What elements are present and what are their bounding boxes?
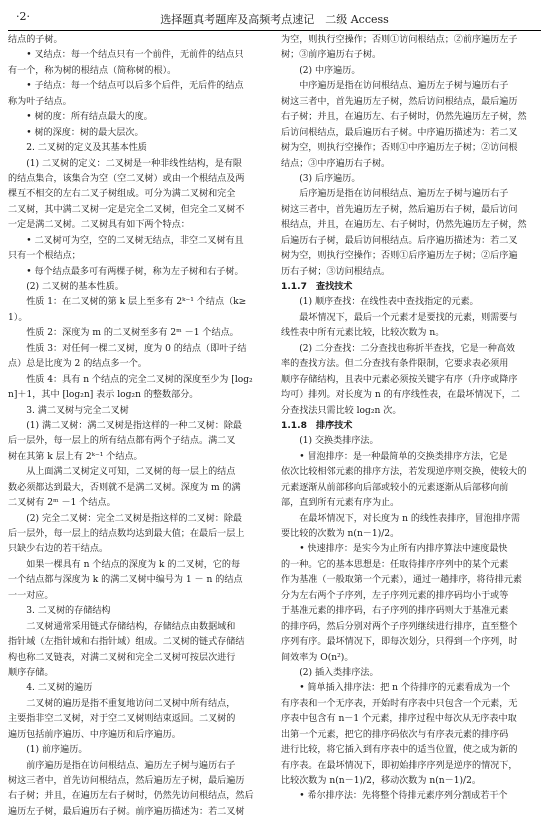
text-line: 性质 1：在二叉树的第 k 层上至多有 2ᵏ⁻¹ 个结点（k≥ bbox=[26, 297, 247, 308]
section-heading: 1.1.7 查找技术 bbox=[281, 282, 353, 292]
text-line: 遍历包括前序遍历、中序遍历和后序遍历。 bbox=[8, 729, 181, 740]
text-line: • 叉结点：每一个结点只有一个前件，无前件的结点只 bbox=[26, 50, 244, 61]
text-line: 树为空，则执行空操作；否则①中序遍历左子树；②访问根 bbox=[281, 143, 518, 154]
text-line: 一一对应。 bbox=[8, 590, 54, 601]
text-line: (2) 中序遍历。 bbox=[299, 65, 361, 76]
text-line: 棵互不相交的左右二叉子树组成。可分为满二叉树和完全 bbox=[8, 189, 236, 200]
text-line: 性质 2：深度为 m 的二叉树至多有 2ᵐ －1 个结点。 bbox=[26, 328, 239, 339]
text-line: 树在其第 k 层上有 2ᵏ⁻¹ 个结点。 bbox=[8, 451, 143, 462]
text-line: 1）。 bbox=[8, 312, 28, 323]
text-line: 树；③前序遍历右子树。 bbox=[281, 50, 382, 61]
text-line: 4. 二叉树的遍历 bbox=[26, 683, 93, 694]
text-line: 均可）排列。对长度为 n 的有序线性表，在最坏情况下，二 bbox=[281, 390, 520, 401]
text-line: 树这三者中，首先遍历左子树，然后访问根结点，最后遍历 bbox=[281, 96, 518, 107]
text-line: • 冒泡排序：是一种最简单的交换类排序方法，它是 bbox=[299, 451, 508, 462]
text-line: 有序表。在最坏情况下，即初始排序序列是逆序的情况下， bbox=[281, 760, 518, 771]
text-line: 右子树；并且，在遍历左右子树时，仍然先访问根结点，然后 bbox=[8, 791, 254, 802]
text-line: 树这三者中，首先遍历左子树，然后遍历右子树，最后访问 bbox=[281, 204, 518, 215]
text-line: 只缺少右边的若干结点。 bbox=[8, 544, 109, 555]
running-header bbox=[8, 8, 541, 31]
text-line: 最坏情况下，最后一个元素才是要找的元素，则需要与 bbox=[299, 312, 518, 323]
text-line: 线性表中所有元素比较，比较次数为 n。 bbox=[281, 328, 445, 339]
text-line: 右子树；并且，在遍历左、右子树时，仍然先遍历左子树，然 bbox=[281, 112, 527, 123]
text-line: 后访问根结点，最后遍历右子树。中序遍历描述为：若二叉 bbox=[281, 127, 518, 138]
text-line: 二叉树通常采用链式存储结构，存储结点由数据域和 bbox=[26, 621, 236, 632]
text-line: 的排序码，然后分别对两个子序列继续进行排序，直至整个 bbox=[281, 621, 518, 632]
text-line: 3. 二叉树的存储结构 bbox=[26, 606, 111, 617]
text-line: 作为基准（一般取第一个元素），通过一趟排序，将待排元素 bbox=[281, 575, 522, 586]
text-line: 比较次数为 n(n－1)/2，移动次数为 n(n－1)/2。 bbox=[281, 776, 481, 786]
text-line: • 二叉树可为空，空的二叉树无结点，非空二叉树有且 bbox=[26, 235, 244, 246]
text-line: 顺序存储结构，且表中元素必须按关键字有序（升序或降序 bbox=[281, 374, 518, 385]
text-line: (1) 顺序查找：在线性表中查找指定的元素。 bbox=[299, 297, 479, 308]
text-line: 2. 二叉树的定义及其基本性质 bbox=[26, 143, 147, 154]
text-line: • 简单插入排序法：把 n 个待排序的元素看成为一个 bbox=[299, 683, 511, 694]
text-line: 结点；③中序遍历右子树。 bbox=[281, 158, 391, 169]
text-line: 的一种。它的基本思想是：任取待排序序列中的某个元素 bbox=[281, 559, 509, 570]
text-line: 前序遍历是指在访问根结点、遍历左子树与遍历右子 bbox=[26, 760, 236, 771]
text-line: 树这三者中，首先访问根结点，然后遍历左子树，最后遍历 bbox=[8, 776, 245, 786]
text-line: 如果一棵具有 n 个结点的深度为 k 的二叉树，它的每 bbox=[26, 559, 241, 570]
text-line: 的结点集合，该集合为空（空二叉树）或由一个根结点及两 bbox=[8, 173, 245, 184]
text-line: 二叉树有 2ᵐ －1 个结点。 bbox=[8, 498, 116, 509]
text-line: 间效率为 O(n²)。 bbox=[281, 652, 354, 663]
text-line: 部，直到所有元素有序为止。 bbox=[281, 498, 400, 509]
text-line: (2) 二分查找：二分查找也称折半查找，它是一种高效 bbox=[299, 343, 516, 354]
text-line: 后序遍历是指在访问根结点、遍历左子树与遍历右子 bbox=[299, 189, 509, 200]
text-line: 性质 4：具有 n 个结点的完全二叉树的深度至少为 [log₂ bbox=[26, 374, 253, 385]
text-line: • 快速排序：是实今为止所有内排序算法中速度最快 bbox=[299, 544, 508, 555]
text-line: 分为左右两个子序列，左子序列元素的排序码均小于或等 bbox=[281, 590, 509, 601]
text-line: (3) 后序遍历。 bbox=[299, 173, 361, 184]
text-line: 后一层外，每一层上的所有结点都有两个子结点。满二叉 bbox=[8, 436, 236, 447]
text-line: 从上面满二叉树定义可知，二叉树的每一层上的结点 bbox=[26, 467, 236, 478]
text-line: (2) 完全二叉树：完全二叉树是指这样的二叉树：除最 bbox=[26, 513, 243, 524]
text-line: 数必须都达到最大，否则就不是满二叉树。深度为 m 的满 bbox=[8, 482, 241, 493]
text-line: 后一层外，每一层上的结点数均达到最大值；在最后一层上 bbox=[8, 529, 245, 539]
text-line: 称为叶子结点。 bbox=[8, 96, 72, 107]
text-line: 指针域（左指针域和右指针域）组成。二叉树的链式存储结 bbox=[8, 637, 245, 648]
book-title: 选择题真考题库及高频考点速记 二级 Access bbox=[160, 13, 389, 26]
text-line: • 树的深度：树的最大层次。 bbox=[26, 127, 144, 138]
text-line: • 树的度：所有结点最大的度。 bbox=[26, 112, 153, 123]
text-line: • 每个结点最多可有两棵子树，称为左子树和右子树。 bbox=[26, 266, 244, 277]
text-line: 元素逐渐从前部移向后部或较小的元素逐渐从后部移向前 bbox=[281, 482, 509, 493]
text-line: 性质 3：对任何一棵二叉树，度为 0 的结点（即叶子结 bbox=[26, 343, 247, 354]
text-line: 只有一个根结点； bbox=[8, 251, 81, 262]
text-line: 主要指非空二叉树，对于空二叉树则结束返回。二叉树的 bbox=[8, 714, 236, 725]
text-line: 序列有序。最坏情况下，即每次划分，只得到一个序列，时 bbox=[281, 637, 518, 648]
text-line: 序表中包含有 n－1 个元素，排序过程中每次从无序表中取 bbox=[281, 714, 517, 725]
text-line: 3. 满二叉树与完全二叉树 bbox=[26, 405, 129, 416]
text-line: 有序表和一个无序表，开始时有序表中只包含一个元素，无 bbox=[281, 698, 518, 709]
text-line: 树为空，则执行空操作；否则①后序遍历左子树；②后序遍 bbox=[281, 251, 518, 262]
text-line: 遍历左子树，最后遍历右子树。前序遍历描述为：若二叉树 bbox=[8, 806, 245, 817]
text-line: (1) 满二叉树：满二叉树是指这样的一种二叉树：除最 bbox=[26, 420, 243, 431]
text-line: 要比较的次数为 n(n－1)/2。 bbox=[281, 529, 400, 539]
text-line: 出第一个元素，把它的排序码依次与有序表元素的排序码 bbox=[281, 729, 509, 740]
text-line: 二叉树的遍历是指不重复地访问二叉树中所有结点， bbox=[26, 698, 236, 709]
text-line: 点）总是比度为 2 的结点多一个。 bbox=[8, 359, 147, 370]
text-line: • 子结点：每一个结点可以后多个后件，无后件的结点 bbox=[26, 81, 244, 92]
text-line: 依次比较相邻元素的排序方法，若发现逆序则交换，使较大的 bbox=[281, 467, 527, 478]
text-line: 为空，则执行空操作；否则①访问根结点；②前序遍历左子 bbox=[281, 35, 518, 45]
text-line: n]＋1，其中 [log₂n] 表示 log₂n 的整数部分。 bbox=[8, 390, 199, 401]
text-line: (2) 插入类排序法。 bbox=[299, 667, 379, 678]
text-line: 构也称二叉链表，对满二叉树和完全二叉树可按层次进行 bbox=[8, 652, 236, 663]
text-line: 有一个，称为树的根结点（简称树的根）。 bbox=[8, 65, 177, 76]
text-line: 后遍历右子树，最后访问根结点。后序遍历描述为：若二叉 bbox=[281, 235, 518, 246]
text-line: 结点的子树。 bbox=[8, 35, 63, 45]
text-line: • 希尔排序法：先将整个待排元素序列分割成若干个 bbox=[299, 791, 508, 802]
text-line: 二叉树，其中满二叉树一定是完全二叉树，但完全二叉树不 bbox=[8, 204, 245, 215]
text-line: (1) 前序遍历。 bbox=[26, 745, 88, 756]
text-line: (1) 二叉树的定义：二叉树是一种非线性结构，是有限 bbox=[26, 158, 243, 169]
text-line: 中序遍历是指在访问根结点、遍历左子树与遍历右子 bbox=[299, 81, 509, 92]
left-column bbox=[8, 33, 270, 820]
text-line: 进行比较，将它插入到有序表中的适当位置，使之成为新的 bbox=[281, 745, 518, 756]
text-line: 率的查找方法。但二分查找有条件限制，它要求表必须用 bbox=[281, 359, 509, 370]
text-line: 顺序存储。 bbox=[8, 667, 54, 678]
text-line: 一定是满二叉树。二叉树具有如下两个特点： bbox=[8, 220, 190, 231]
text-line: 分查找法只需比较 log₂n 次。 bbox=[281, 405, 402, 416]
text-line: 历右子树；③访问根结点。 bbox=[281, 266, 391, 277]
right-column bbox=[281, 33, 541, 805]
text-line: 根结点，并且，在遍历左、右子树时，仍然先遍历左子树，然 bbox=[281, 220, 527, 231]
text-line: (2) 二叉树的基本性质。 bbox=[26, 282, 124, 292]
text-line: 在最坏情况下，对长度为 n 的线性表排序，冒泡排序需 bbox=[299, 513, 520, 524]
text-line: (1) 交换类排序法。 bbox=[299, 436, 379, 447]
page-number: ·2· bbox=[16, 10, 30, 23]
text-line: 一个结点都与深度为 k 的满二叉树中编号为 1 － n 的结点 bbox=[8, 575, 243, 586]
section-heading: 1.1.8 排序技术 bbox=[281, 420, 353, 431]
text-line: 于基准元素的排序码，右子序列的排序码则大于基准元素 bbox=[281, 606, 509, 617]
